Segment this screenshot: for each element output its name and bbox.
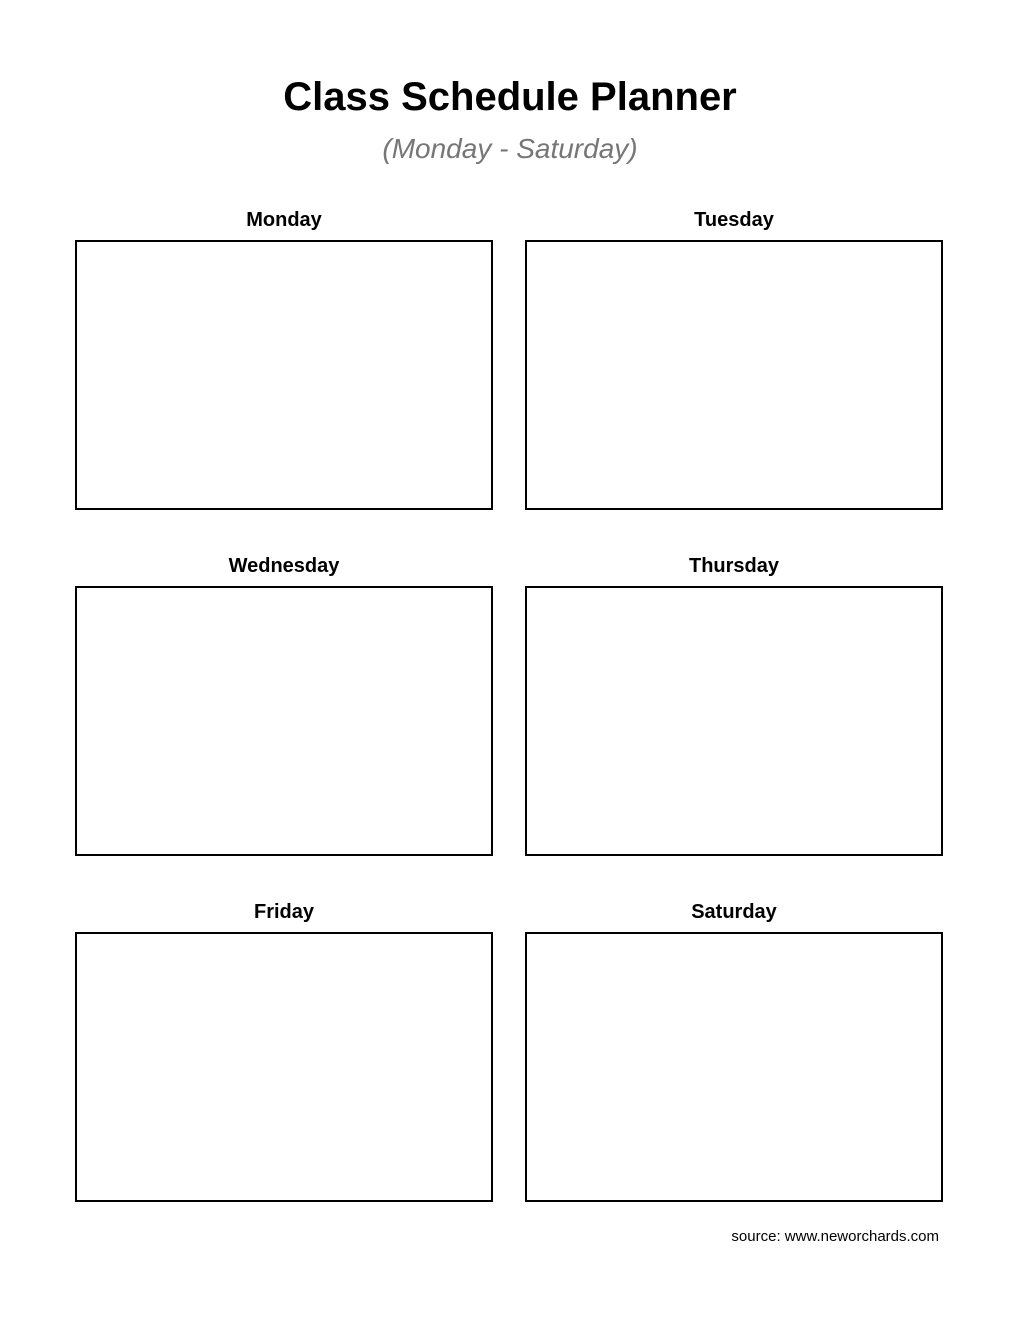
day-box — [75, 240, 493, 510]
day-label: Tuesday — [694, 209, 774, 231]
day-label: Thursday — [688, 555, 780, 577]
day-label: Wednesday — [228, 555, 340, 577]
source-credit: source: www.neworchards.com — [731, 1228, 939, 1245]
page-title: Class Schedule Planner — [283, 75, 737, 119]
day-label: Monday — [246, 209, 322, 231]
day-box — [525, 586, 943, 856]
day-label: Friday — [253, 901, 315, 923]
day-box — [525, 240, 943, 510]
day-box — [75, 586, 493, 856]
day-label: Saturday — [691, 901, 777, 923]
day-box — [525, 932, 943, 1202]
page-subtitle: (Monday - Saturday) — [382, 133, 638, 164]
day-box — [75, 932, 493, 1202]
